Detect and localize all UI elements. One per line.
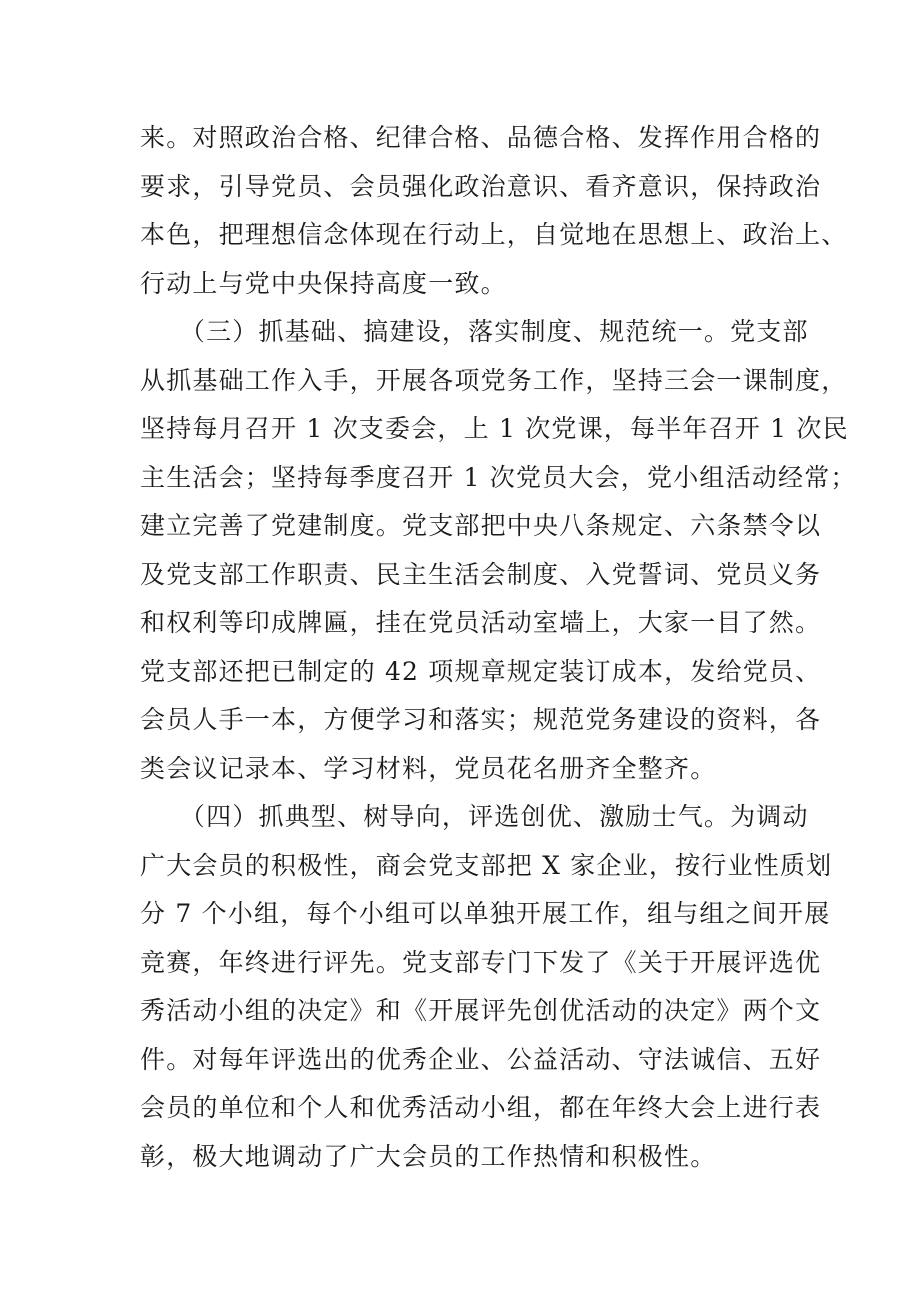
text-line-20: 件。对每年评选出的优秀企业、公益活动、守法诚信、五好	[140, 1044, 822, 1074]
text-line-10: 及党支部工作职责、民主生活会制度、入党誓词、党员义务	[140, 559, 822, 589]
text-line-7: 坚持每月召开 1 次支委会，上 1 次党课，每半年召开 1 次民	[140, 414, 849, 443]
text-line-17: 分 7 个小组，每个小组可以单独开展工作，组与组之间开展	[140, 899, 831, 928]
text-line-13: 会员人手一本，方便学习和落实；规范党务建设的资料，各	[140, 705, 822, 734]
text-line-12: 党支部还把已制定的 42 项规章规定装订成本，发给党员、	[140, 656, 822, 686]
document-body	[140, 114, 857, 1181]
text-line-2: 要求，引导党员、会员强化政治意识、看齐意识，保持政治	[140, 171, 822, 201]
text-line-19: 秀活动小组的决定》和《开展评先创优活动的决定》两个文	[140, 996, 822, 1025]
text-line-16: 广大会员的积极性，商会党支部把 X 家企业，按行业性质划	[140, 850, 833, 880]
text-line-11: 和权利等印成牌匾，挂在党员活动室墙上，大家一目了然。	[140, 608, 822, 637]
text-line-14: 类会议记录本、学习材料，党员花名册齐全整齐。	[140, 753, 717, 783]
text-line-21: 会员的单位和个人和优秀活动小组，都在年终大会上进行表	[140, 1093, 822, 1122]
text-line-22: 彰，极大地调动了广大会员的工作热情和积极性。	[140, 1141, 717, 1171]
text-line-4: 行动上与党中央保持高度一致。	[140, 268, 507, 298]
text-line-3: 本色，把理想信念体现在行动上，自觉地在思想上、政治上、	[140, 220, 848, 249]
text-line-8: 主生活会；坚持每季度召开 1 次党员大会，党小组活动经常；	[140, 462, 857, 492]
text-line-9: 建立完善了党建制度。党支部把中央八条规定、六条禁令以	[140, 511, 822, 540]
text-line-5: （三）抓基础、搞建设，落实制度、规范统一。党支部	[140, 317, 809, 346]
text-line-15: （四）抓典型、树导向，评选创优、激励士气。为调动	[140, 802, 809, 831]
text-line-1: 来。对照政治合格、纪律合格、品德合格、发挥作用合格的	[140, 123, 822, 152]
text-line-18: 竞赛，年终进行评先。党支部专门下发了《关于开展评选优	[140, 947, 822, 977]
text-line-6: 从抓基础工作入手，开展各项党务工作，坚持三会一课制度，	[140, 365, 848, 395]
